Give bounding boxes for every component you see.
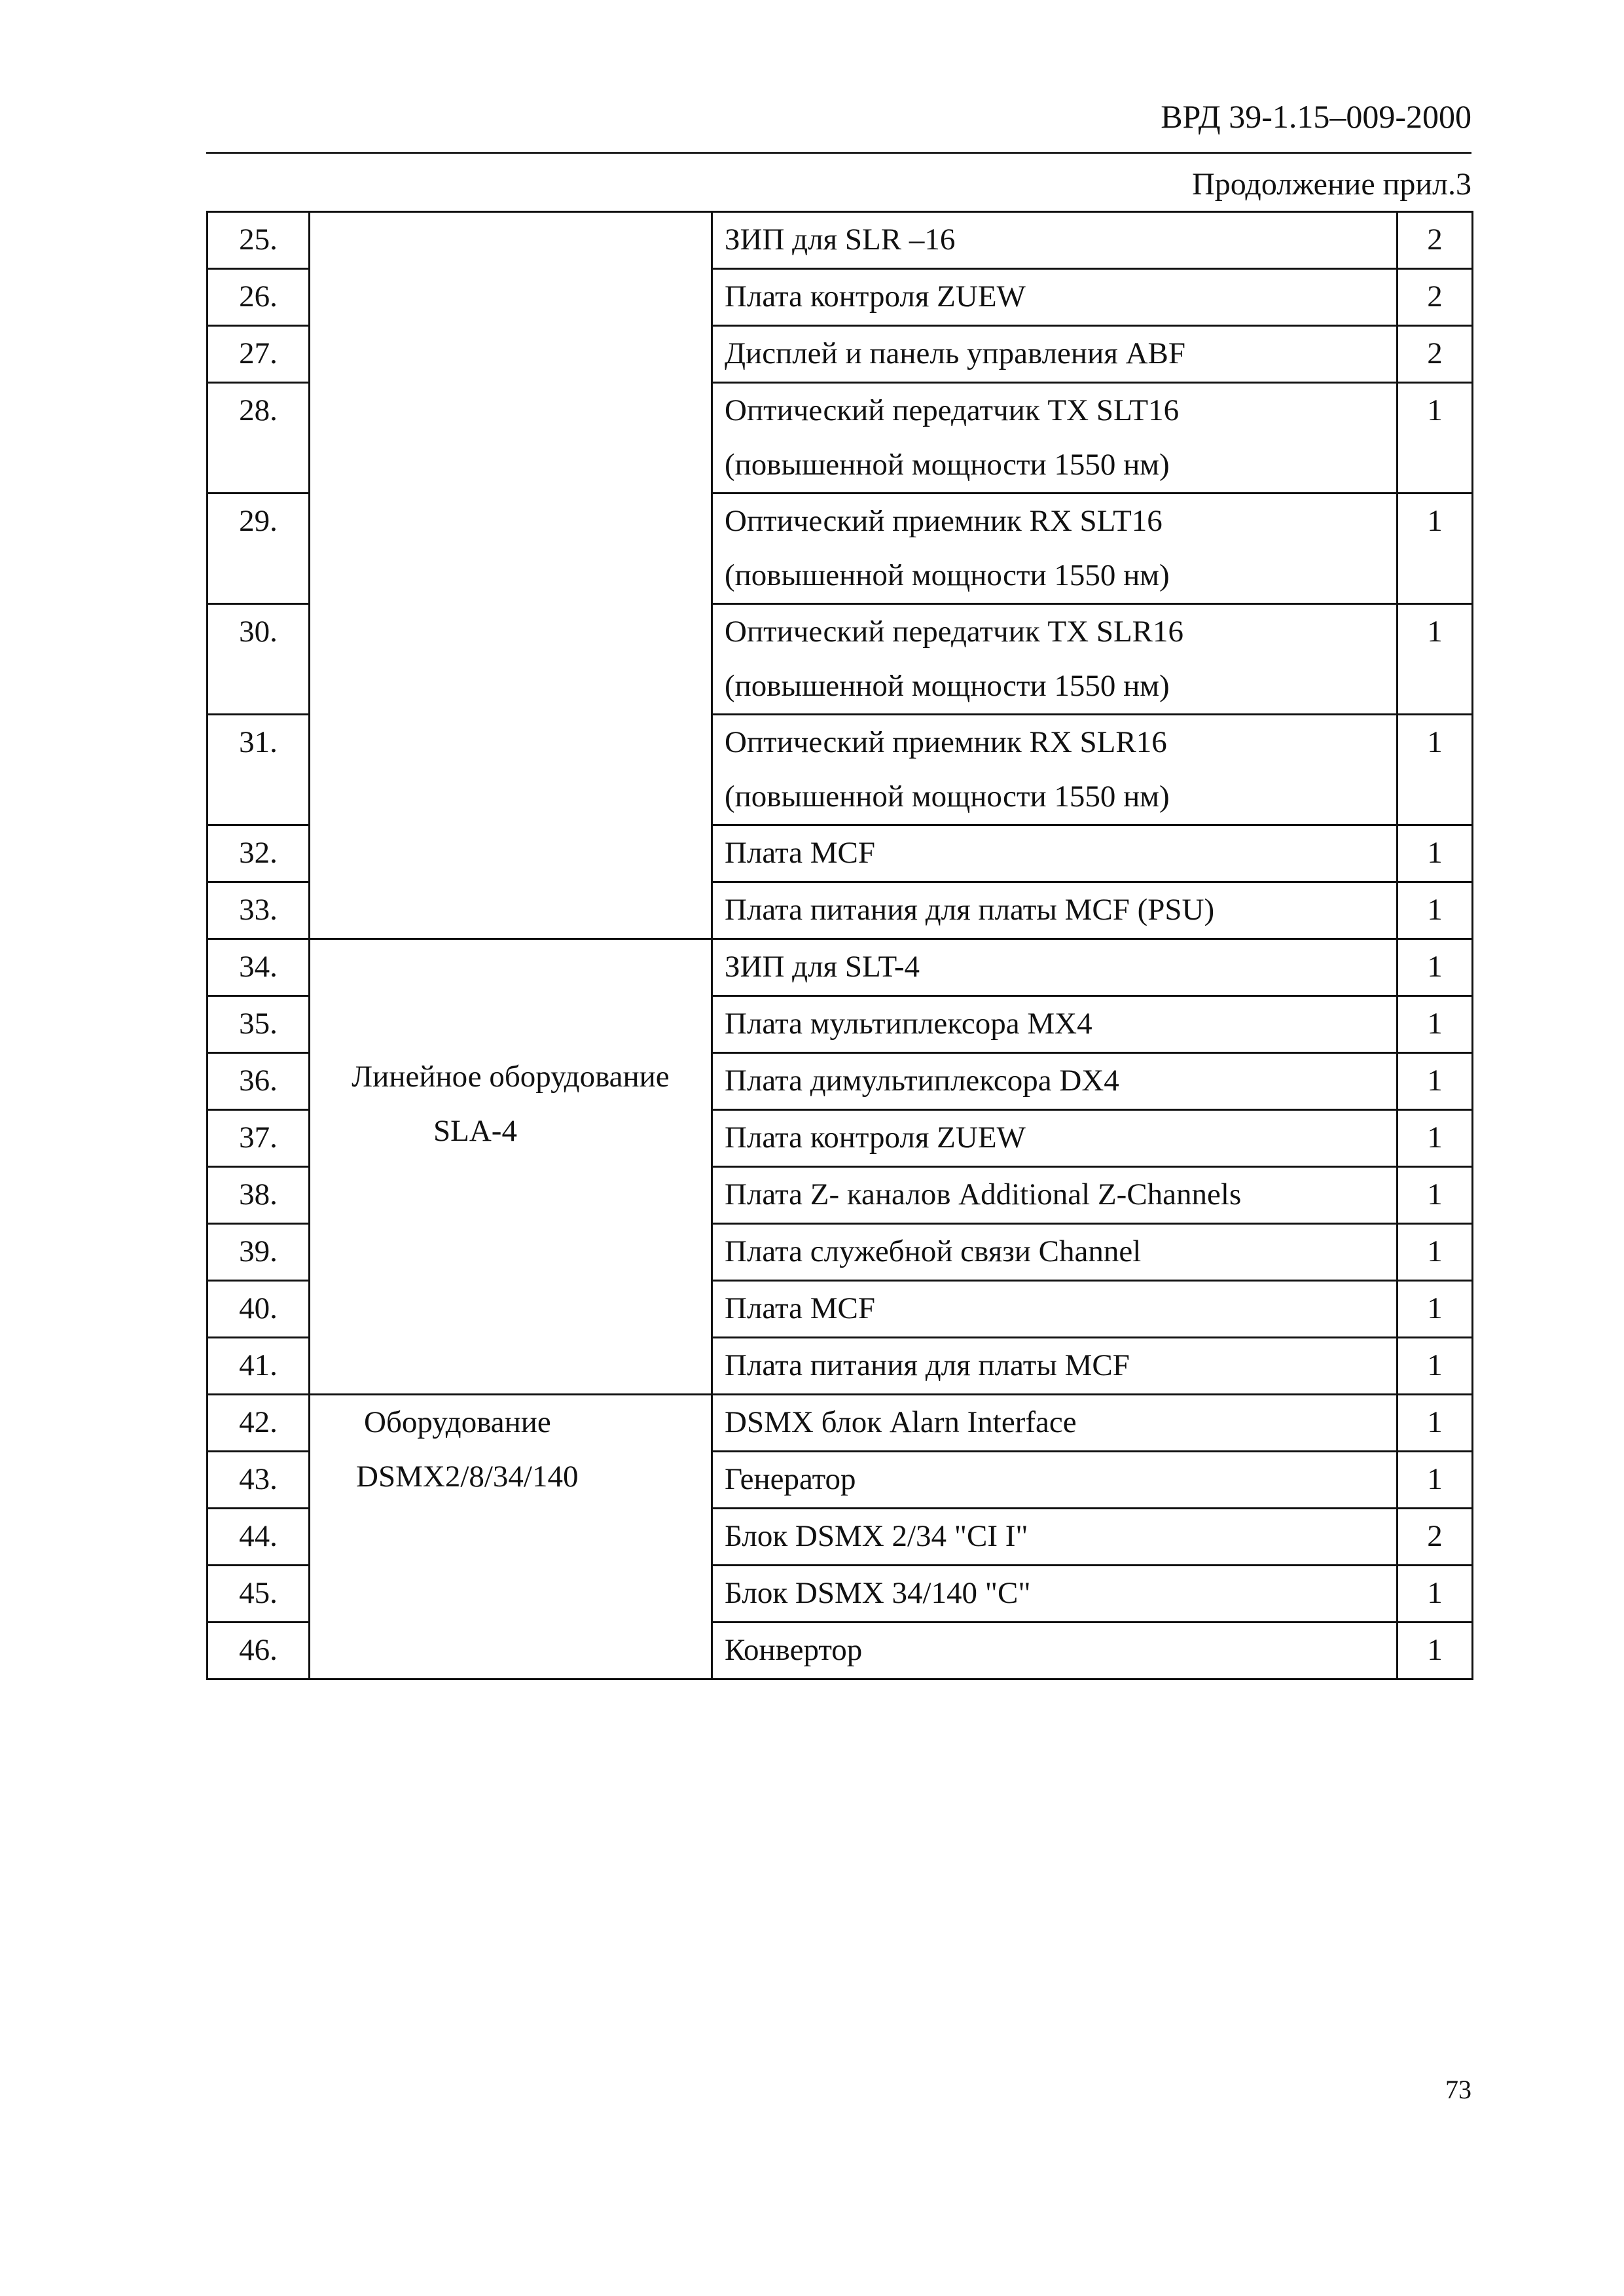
row-number: 25. (208, 212, 310, 269)
item-name: Дисплей и панель управления ABF (712, 326, 1398, 383)
group-cell-empty (310, 212, 712, 939)
row-number: 40. (208, 1281, 310, 1338)
item-name: Оптический приемник RX SLT16 (повышенной мощности 1550 нм) (712, 493, 1398, 604)
item-quantity: 1 (1398, 1338, 1473, 1395)
item-name: Оптический передатчик TX SLT16 (повышенной мощности 1550 нм) (712, 383, 1398, 493)
row-number: 41. (208, 1338, 310, 1395)
item-quantity: 1 (1398, 604, 1473, 715)
row-number: 45. (208, 1566, 310, 1623)
continuation-label: Продолжение прил.3 (1192, 167, 1471, 202)
item-name: Генератор (712, 1452, 1398, 1509)
item-name: Плата питания для платы MCF (712, 1338, 1398, 1395)
group-title: Оборудование (364, 1405, 551, 1439)
row-number: 29. (208, 493, 310, 604)
table-row (208, 1395, 1473, 1452)
table-row (208, 939, 1473, 996)
item-name: Плата служебной связи Channel (712, 1224, 1398, 1281)
item-name: Блок DSMX 2/34 "CI I" (712, 1509, 1398, 1566)
item-name: Плата питания для платы MCF (PSU) (712, 882, 1398, 939)
row-number: 37. (208, 1110, 310, 1167)
row-number: 27. (208, 326, 310, 383)
row-number: 42. (208, 1395, 310, 1452)
group-subtitle: SLA-4 (433, 1114, 517, 1148)
row-number: 33. (208, 882, 310, 939)
row-number: 30. (208, 604, 310, 715)
item-quantity: 1 (1398, 715, 1473, 825)
item-name: Конвертор (712, 1623, 1398, 1679)
row-number: 26. (208, 269, 310, 326)
row-number: 36. (208, 1053, 310, 1110)
group-cell-dsmx-equipment (310, 1395, 712, 1679)
item-quantity: 1 (1398, 1224, 1473, 1281)
item-quantity: 1 (1398, 882, 1473, 939)
item-name: Плата контроля ZUEW (712, 269, 1398, 326)
row-number: 35. (208, 996, 310, 1053)
item-name: Плата MCF (712, 825, 1398, 882)
row-number: 39. (208, 1224, 310, 1281)
item-quantity: 2 (1398, 326, 1473, 383)
item-quantity: 1 (1398, 939, 1473, 996)
item-quantity: 1 (1398, 1566, 1473, 1623)
item-quantity: 1 (1398, 1452, 1473, 1509)
table-row (208, 212, 1473, 269)
group-subtitle: DSMX2/8/34/140 (356, 1460, 579, 1494)
item-quantity: 1 (1398, 1053, 1473, 1110)
row-number: 28. (208, 383, 310, 493)
document-code: ВРД 39-1.15–009-2000 (1161, 98, 1471, 135)
item-quantity: 1 (1398, 1167, 1473, 1224)
item-quantity: 2 (1398, 212, 1473, 269)
item-quantity: 2 (1398, 269, 1473, 326)
item-quantity: 1 (1398, 1110, 1473, 1167)
row-number: 32. (208, 825, 310, 882)
item-name: ЗИП для SLR –16 (712, 212, 1398, 269)
row-number: 44. (208, 1509, 310, 1566)
item-name: DSMX блок Alarn Interface (712, 1395, 1398, 1452)
row-number: 43. (208, 1452, 310, 1509)
item-name: Оптический приемник RX SLR16 (повышенной мощности 1550 нм) (712, 715, 1398, 825)
item-quantity: 2 (1398, 1509, 1473, 1566)
item-name: Блок DSMX 34/140 "C" (712, 1566, 1398, 1623)
item-quantity: 1 (1398, 1281, 1473, 1338)
item-name: Плата MCF (712, 1281, 1398, 1338)
group-cell-line-equipment (310, 939, 712, 1395)
item-name: ЗИП для SLT-4 (712, 939, 1398, 996)
item-name: Плата димультиплексора DX4 (712, 1053, 1398, 1110)
row-number: 46. (208, 1623, 310, 1679)
row-number: 38. (208, 1167, 310, 1224)
row-number: 34. (208, 939, 310, 996)
page-number: 73 (1445, 2075, 1471, 2104)
item-name: Плата мультиплексора MX4 (712, 996, 1398, 1053)
item-quantity: 1 (1398, 1395, 1473, 1452)
row-number: 31. (208, 715, 310, 825)
item-quantity: 1 (1398, 383, 1473, 493)
item-quantity: 1 (1398, 996, 1473, 1053)
equipment-table (206, 211, 1473, 1680)
item-quantity: 1 (1398, 493, 1473, 604)
item-quantity: 1 (1398, 825, 1473, 882)
group-title: Линейное оборудование (352, 1060, 670, 1094)
item-name: Плата Z- каналов Additional Z-Channels (712, 1167, 1398, 1224)
item-name: Плата контроля ZUEW (712, 1110, 1398, 1167)
header-divider (206, 152, 1471, 154)
item-name: Оптический передатчик TX SLR16 (повышенной мощности 1550 нм) (712, 604, 1398, 715)
item-quantity: 1 (1398, 1623, 1473, 1679)
